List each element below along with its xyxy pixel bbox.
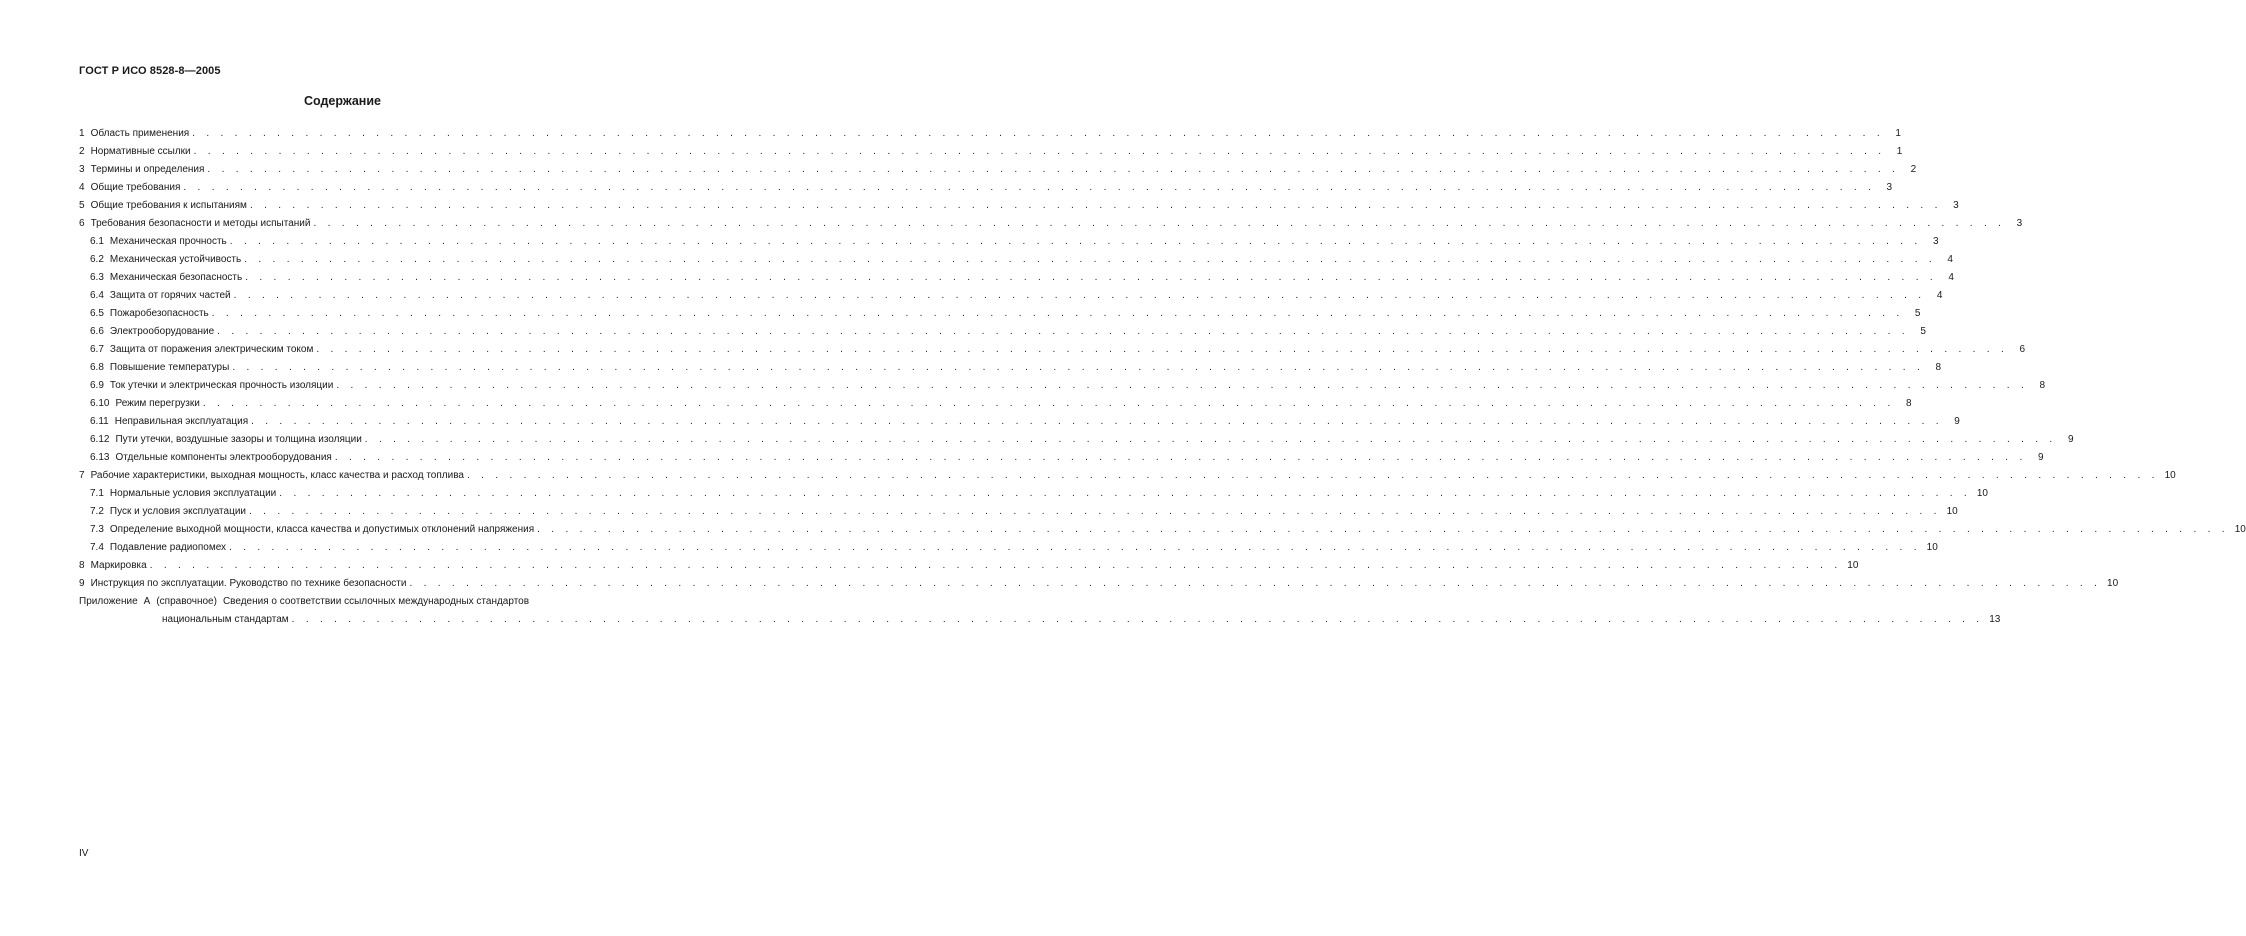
toc-entry-number: 6.1 xyxy=(90,236,104,247)
toc-entry[interactable] xyxy=(79,143,1903,161)
appendix-label: Приложение xyxy=(79,596,138,607)
page-number: IV xyxy=(79,848,89,859)
toc-dot-leader: . . . . . . . . . . . . . . . . . . . . . . . . . . . . . . . . . . . . . . . . . . . . . . . . . . . . . . . . . . . . . . . . . . . . . . . . . . . . . . . . . . . . . . . . . . . . . . . . . . . . . . . . . . . . . . . . . . . . . . . . xyxy=(364,434,2057,445)
toc-entry-title: Инструкция по эксплуатации. Руководство по технике безопасности xyxy=(90,578,407,589)
toc-entry-number: 4 xyxy=(79,182,85,193)
toc-entry[interactable] xyxy=(79,395,1912,413)
toc-entry-title: Режим перегрузки xyxy=(115,398,200,409)
toc-entry-line xyxy=(79,521,2246,539)
toc-entry-line xyxy=(79,395,1912,413)
toc-appendix-entry[interactable] xyxy=(79,593,2001,629)
toc-dot-leader: . . . . . . . . . . . . . . . . . . . . . . . . . . . . . . . . . . . . . . . . . . . . . . . . . . . . . . . . . . . . . . . . . . . . . . . . . . . . . . . . . . . . . . . . . . . . . . . . . . . . . . . . . . . . . . . . . . . . . . . . xyxy=(316,344,2009,355)
toc-entry-title: Электрооборудование xyxy=(109,326,215,337)
appendix-continuation-line xyxy=(79,611,2001,629)
appendix-title: Сведения о соответствии ссылочных международных стандартов xyxy=(222,596,530,607)
toc-entry-title: Неправильная эксплуатация xyxy=(114,416,249,427)
toc-entry-page: 8 xyxy=(1935,362,1942,373)
toc-entry-number: 7.3 xyxy=(90,524,104,535)
toc-entry-title: Требования безопасности и методы испытаний xyxy=(90,218,311,229)
toc-dot-leader: . . . . . . . . . . . . . . . . . . . . . . . . . . . . . . . . . . . . . . . . . . . . . . . . . . . . . . . . . . . . . . . . . . . . . . . . . . . . . . . . . . . . . . . . . . . . . . . . . . . . . . . . . . . . . . . . . . . . . . . . xyxy=(334,452,2027,463)
toc-entry[interactable] xyxy=(79,359,1942,377)
toc-dot-leader: . . . . . . . . . . . . . . . . . . . . . . . . . . . . . . . . . . . . . . . . . . . . . . . . . . . . . . . . . . . . . . . . . . . . . . . . . . . . . . . . . . . . . . . . . . . . . . . . . . . . . . . . . . . . . . . . . . . . . . . . xyxy=(183,182,1876,193)
toc-entry[interactable] xyxy=(79,503,1958,521)
toc-entry-line xyxy=(79,377,2046,395)
toc-entry-number: 2 xyxy=(79,146,85,157)
toc-entry-title: Защита от поражения электрическим током xyxy=(109,344,314,355)
toc-entry-number: 6.3 xyxy=(90,272,104,283)
toc-entry-number: 6 xyxy=(79,218,85,229)
toc-entry[interactable] xyxy=(79,215,2023,233)
toc-entry-number: 1 xyxy=(79,128,85,139)
toc-entry-page: 8 xyxy=(1905,398,1912,409)
toc-entry-line xyxy=(79,305,1921,323)
toc-dot-leader: . . . . . . . . . . . . . . . . . . . . . . . . . . . . . . . . . . . . . . . . . . . . . . . . . . . . . . . . . . . . . . . . . . . . . . . . . . . . . . . . . . . . . . . . . . . . . . . . . . . . . . . . . . . . . . . . . . . . . . . . xyxy=(291,614,1984,625)
toc-entry-title: Нормативные ссылки xyxy=(90,146,191,157)
toc-entry-page: 3 xyxy=(2016,218,2023,229)
toc-dot-leader: . . . . . . . . . . . . . . . . . . . . . . . . . . . . . . . . . . . . . . . . . . . . . . . . . . . . . . . . . . . . . . . . . . . . . . . . . . . . . . . . . . . . . . . . . . . . . . . . . . . . . . . . . . . . . . . . . . . . . . . . xyxy=(211,308,1904,319)
toc-entry[interactable] xyxy=(79,161,1917,179)
toc-entry[interactable] xyxy=(79,287,1943,305)
toc-entry-page: 10 xyxy=(1926,542,1938,553)
toc-entry-number: 7 xyxy=(79,470,85,481)
toc-entry-page: 3 xyxy=(1932,236,1939,247)
toc-entry[interactable] xyxy=(79,179,1893,197)
toc-entry[interactable] xyxy=(79,251,1953,269)
toc-dot-leader: . . . . . . . . . . . . . . . . . . . . . . . . . . . . . . . . . . . . . . . . . . . . . . . . . . . . . . . . . . . . . . . . . . . . . . . . . . . . . . . . . . . . . . . . . . . . . . . . . . . . . . . . . . . . . . . . . . . . . . . . xyxy=(217,326,1909,337)
toc-entry-page: 3 xyxy=(1886,182,1893,193)
toc-entry-line xyxy=(79,143,1903,161)
toc-entry-line xyxy=(79,125,1901,143)
toc-entry-title: Механическая безопасность xyxy=(109,272,243,283)
toc-entry-number: 6.11 xyxy=(90,416,109,427)
toc-entry-page: 9 xyxy=(2067,434,2074,445)
appendix-title-continuation: национальным стандартам xyxy=(162,614,289,625)
toc-dot-leader: . . . . . . . . . . . . . . . . . . . . . . . . . . . . . . . . . . . . . . . . . . . . . . . . . . . . . . . . . . . . . . . . . . . . . . . . . . . . . . . . . . . . . . . . . . . . . . . . . . . . . . . . . . . . . . . . . . . . . . . . xyxy=(202,398,1895,409)
appendix-heading-line xyxy=(79,593,614,611)
toc-entry-number: 8 xyxy=(79,560,85,571)
toc-entry-line xyxy=(79,251,1953,269)
toc-entry-page: 5 xyxy=(1920,326,1926,337)
toc-entry-line xyxy=(79,269,1954,287)
toc-entry-page: 10 xyxy=(2107,578,2119,589)
toc-entry-line xyxy=(79,215,2023,233)
toc-entry-page: 2 xyxy=(1910,164,1917,175)
toc-entry-page: 6 xyxy=(2019,344,2026,355)
toc-entry-number: 6.6 xyxy=(90,326,104,337)
toc-entry-line xyxy=(79,449,2044,467)
toc-entry-title: Механическая устойчивость xyxy=(109,254,242,265)
toc-dot-leader: . . . . . . . . . . . . . . . . . . . . . . . . . . . . . . . . . . . . . . . . . . . . . . . . . . . . . . . . . . . . . . . . . . . . . . . . . . . . . . . . . . . . . . . . . . . . . . . . . . . . . . . . . . . . . . . . . . . . . . . . xyxy=(245,272,1937,283)
toc-dot-leader: . . . . . . . . . . . . . . . . . . . . . . . . . . . . . . . . . . . . . . . . . . . . . . . . . . . . . . . . . . . . . . . . . . . . . . . . . . . . . . . . . . . . . . . . . . . . . . . . . . . . . . . . . . . . . . . . . . . . . . . . xyxy=(313,218,2006,229)
toc-entry-number: 6.12 xyxy=(90,434,110,445)
page-title: Содержание xyxy=(303,94,381,108)
toc-entry-line xyxy=(79,431,2074,449)
toc-entry-line xyxy=(79,161,1917,179)
toc-dot-leader: . . . . . . . . . . . . . . . . . . . . . . . . . . . . . . . . . . . . . . . . . . . . . . . . . . . . . . . . . . . . . . . . . . . . . . . . . . . . . . . . . . . . . . . . . . . . . . . . . . . . . . . . . . . . . . . . . . . . . . . . xyxy=(409,578,2102,589)
toc-entry-page: 10 xyxy=(2234,524,2246,535)
toc-entry-page: 10 xyxy=(1946,506,1958,517)
toc-entry-title: Пуск и условия эксплуатации xyxy=(109,506,246,517)
toc-entry-line xyxy=(79,557,1859,575)
toc-dot-leader: . . . . . . . . . . . . . . . . . . . . . . . . . . . . . . . . . . . . . . . . . . . . . . . . . . . . . . . . . . . . . . . . . . . . . . . . . . . . . . . . . . . . . . . . . . . . . . . . . . . . . . . . . . . . . . . . . . . . . . . . xyxy=(251,416,1943,427)
toc-entry-line xyxy=(79,287,1943,305)
table-of-contents xyxy=(79,125,2246,629)
toc-dot-leader: . . . . . . . . . . . . . . . . . . . . . . . . . . . . . . . . . . . . . . . . . . . . . . . . . . . . . . . . . . . . . . . . . . . . . . . . . . . . . . . . . . . . . . . . . . . . . . . . . . . . . . . . . . . . . . . . . . . . . . . . xyxy=(193,146,1886,157)
toc-dot-leader: . . . . . . . . . . . . . . . . . . . . . . . . . . . . . . . . . . . . . . . . . . . . . . . . . . . . . . . . . . . . . . . . . . . . . . . . . . . . . . . . . . . . . . . . . . . . . . . . . . . . . . . . . . . . . . . . . . . . . . . . xyxy=(232,362,1925,373)
toc-entry-number: 6.13 xyxy=(90,452,110,463)
toc-dot-leader: . . . . . . . . . . . . . . . . . . . . . . . . . . . . . . . . . . . . . . . . . . . . . . . . . . . . . . . . . . . . . . . . . . . . . . . . . . . . . . . . . . . . . . . . . . . . . . . . . . . . . . . . . . . . . . . . . . . . . . . . xyxy=(244,254,1936,265)
toc-entry-number: 5 xyxy=(79,200,85,211)
toc-entry-line xyxy=(79,323,1926,341)
toc-dot-leader: . . . . . . . . . . . . . . . . . . . . . . . . . . . . . . . . . . . . . . . . . . . . . . . . . . . . . . . . . . . . . . . . . . . . . . . . . . . . . . . . . . . . . . . . . . . . . . . . . . . . . . . . . . . . . . . . . . . . . . . . xyxy=(233,290,1926,301)
toc-entry-title: Общие требования к испытаниям xyxy=(90,200,247,211)
toc-entry-number: 9 xyxy=(79,578,85,589)
appendix-letter: А xyxy=(143,596,151,607)
toc-entry-title: Защита от горячих частей xyxy=(109,290,231,301)
toc-entry-number: 6.10 xyxy=(90,398,110,409)
toc-entry-title: Термины и определения xyxy=(90,164,205,175)
toc-dot-leader: . . . . . . . . . . . . . . . . . . . . . . . . . . . . . . . . . . . . . . . . . . . . . . . . . . . . . . . . . . . . . . . . . . . . . . . . . . . . . . . . . . . . . . . . . . . . . . . . . . . . . . . . . . . . . . . . . . . . . . . . xyxy=(336,380,2029,391)
toc-entry-line xyxy=(79,575,2119,593)
toc-entry[interactable] xyxy=(79,485,1988,503)
toc-entry-number: 6.7 xyxy=(90,344,104,355)
toc-entry[interactable] xyxy=(79,449,2044,467)
toc-dot-leader: . . . . . . . . . . . . . . . . . . . . . . . . . . . . . . . . . . . . . . . . . . . . . . . . . . . . . . . . . . . . . . . . . . . . . . . . . . . . . . . . . . . . . . . . . . . . . . . . . . . . . . . . . . . . . . . . . . . . . . . . xyxy=(537,524,2229,535)
toc-entry-line xyxy=(79,359,1942,377)
toc-entry-page: 1 xyxy=(1896,146,1903,157)
toc-entry-page: 4 xyxy=(1936,290,1943,301)
toc-entry-title: Область применения xyxy=(90,128,190,139)
toc-entry-page: 9 xyxy=(2037,452,2044,463)
toc-entry-number: 6.5 xyxy=(90,308,104,319)
appendix-page: 13 xyxy=(1989,614,2001,625)
toc-entry-page: 10 xyxy=(1847,560,1859,571)
toc-entry-line xyxy=(79,485,1988,503)
toc-entry[interactable] xyxy=(79,269,1954,287)
toc-entry-line xyxy=(79,539,1938,557)
toc-entry[interactable] xyxy=(79,431,2074,449)
toc-entry[interactable] xyxy=(79,305,1921,323)
toc-entry[interactable] xyxy=(79,197,1959,215)
toc-entry-page: 10 xyxy=(2164,470,2176,481)
toc-dot-leader: . . . . . . . . . . . . . . . . . . . . . . . . . . . . . . . . . . . . . . . . . . . . . . . . . . . . . . . . . . . . . . . . . . . . . . . . . . . . . . . . . . . . . . . . . . . . . . . . . . . . . . . . . . . . . . . . . . . . . . . . xyxy=(279,488,1971,499)
toc-entry-title: Рабочие характеристики, выходная мощность, класс качества и расход топлива xyxy=(90,470,464,481)
toc-entry-title: Общие требования xyxy=(90,182,181,193)
toc-entry[interactable] xyxy=(79,539,1938,557)
toc-entry-number: 6.2 xyxy=(90,254,104,265)
toc-entry-page: 3 xyxy=(1953,200,1959,211)
toc-entry-title: Маркировка xyxy=(90,560,147,571)
toc-entry[interactable] xyxy=(79,467,2176,485)
toc-entry[interactable] xyxy=(79,125,1901,143)
toc-dot-leader: . . . . . . . . . . . . . . . . . . . . . . . . . . . . . . . . . . . . . . . . . . . . . . . . . . . . . . . . . . . . . . . . . . . . . . . . . . . . . . . . . . . . . . . . . . . . . . . . . . . . . . . . . . . . . . . . . . . . . . . . xyxy=(229,236,1922,247)
toc-entry[interactable] xyxy=(79,575,2119,593)
toc-entry-line xyxy=(79,341,2026,359)
toc-entry-line xyxy=(79,179,1893,197)
toc-entry-title: Нормальные условия эксплуатации xyxy=(109,488,277,499)
toc-entry-number: 6.8 xyxy=(90,362,104,373)
toc-entry[interactable] xyxy=(79,341,2026,359)
toc-entry-title: Механическая прочность xyxy=(109,236,227,247)
toc-dot-leader: . . . . . . . . . . . . . . . . . . . . . . . . . . . . . . . . . . . . . . . . . . . . . . . . . . . . . . . . . . . . . . . . . . . . . . . . . . . . . . . . . . . . . . . . . . . . . . . . . . . . . . . . . . . . . . . . . . . . . . . . xyxy=(249,200,1942,211)
toc-entry-page: 8 xyxy=(2039,380,2046,391)
toc-entry-number: 6.9 xyxy=(90,380,104,391)
toc-entry[interactable] xyxy=(79,323,1926,341)
toc-entry-title: Пожаробезопасность xyxy=(109,308,209,319)
toc-entry-page: 5 xyxy=(1914,308,1921,319)
toc-entry-line xyxy=(79,233,1939,251)
toc-entry-page: 4 xyxy=(1948,272,1954,283)
toc-dot-leader: . . . . . . . . . . . . . . . . . . . . . . . . . . . . . . . . . . . . . . . . . . . . . . . . . . . . . . . . . . . . . . . . . . . . . . . . . . . . . . . . . . . . . . . . . . . . . . . . . . . . . . . . . . . . . . . . . . . . . . . . xyxy=(207,164,1900,175)
toc-entry-title: Повышение температуры xyxy=(109,362,230,373)
toc-entry-title: Пути утечки, воздушные зазоры и толщина изоляции xyxy=(115,434,362,445)
toc-entry[interactable] xyxy=(79,521,2246,539)
toc-entry-number: 7.1 xyxy=(90,488,104,499)
toc-entry-title: Ток утечки и электрическая прочность изоляции xyxy=(109,380,334,391)
toc-entry-page: 1 xyxy=(1895,128,1901,139)
toc-entry[interactable] xyxy=(79,557,1859,575)
toc-entry-page: 9 xyxy=(1954,416,1960,427)
toc-entry-number: 3 xyxy=(79,164,85,175)
toc-dot-leader: . . . . . . . . . . . . . . . . . . . . . . . . . . . . . . . . . . . . . . . . . . . . . . . . . . . . . . . . . . . . . . . . . . . . . . . . . . . . . . . . . . . . . . . . . . . . . . . . . . . . . . . . . . . . . . . . . . . . . . . . xyxy=(249,506,1941,517)
toc-entry-page: 4 xyxy=(1947,254,1953,265)
toc-entry-page: 10 xyxy=(1976,488,1988,499)
standard-designation: ГОСТ Р ИСО 8528-8—2005 xyxy=(79,65,221,77)
toc-entry-line xyxy=(79,467,2176,485)
toc-entry[interactable] xyxy=(79,413,1960,431)
toc-entry[interactable] xyxy=(79,233,1939,251)
toc-dot-leader: . . . . . . . . . . . . . . . . . . . . . . . . . . . . . . . . . . . . . . . . . . . . . . . . . . . . . . . . . . . . . . . . . . . . . . . . . . . . . . . . . . . . . . . . . . . . . . . . . . . . . . . . . . . . . . . . . . . . . . . . xyxy=(149,560,1842,571)
toc-entry-line xyxy=(79,197,1959,215)
toc-entry-title: Подавление радиопомех xyxy=(109,542,227,553)
toc-entry-title: Определение выходной мощности, класса качества и допустимых отклонений напряжения xyxy=(109,524,535,535)
toc-entry-title: Отдельные компоненты электрооборудования xyxy=(115,452,332,463)
toc-dot-leader: . . . . . . . . . . . . . . . . . . . . . . . . . . . . . . . . . . . . . . . . . . . . . . . . . . . . . . . . . . . . . . . . . . . . . . . . . . . . . . . . . . . . . . . . . . . . . . . . . . . . . . . . . . . . . . . . . . . . . . . . xyxy=(466,470,2159,481)
toc-entry-number: 6.4 xyxy=(90,290,104,301)
appendix-kind: (справочное) xyxy=(156,596,217,607)
toc-entry-line xyxy=(79,503,1958,521)
toc-entry-number: 7.2 xyxy=(90,506,104,517)
toc-dot-leader: . . . . . . . . . . . . . . . . . . . . . . . . . . . . . . . . . . . . . . . . . . . . . . . . . . . . . . . . . . . . . . . . . . . . . . . . . . . . . . . . . . . . . . . . . . . . . . . . . . . . . . . . . . . . . . . . . . . . . . . . xyxy=(229,542,1921,553)
toc-entry-number: 7.4 xyxy=(90,542,104,553)
toc-entry[interactable] xyxy=(79,377,2046,395)
toc-dot-leader: . . . . . . . . . . . . . . . . . . . . . . . . . . . . . . . . . . . . . . . . . . . . . . . . . . . . . . . . . . . . . . . . . . . . . . . . . . . . . . . . . . . . . . . . . . . . . . . . . . . . . . . . . . . . . . . . . . . . . . . . xyxy=(192,128,1884,139)
toc-entry-line xyxy=(79,413,1960,431)
